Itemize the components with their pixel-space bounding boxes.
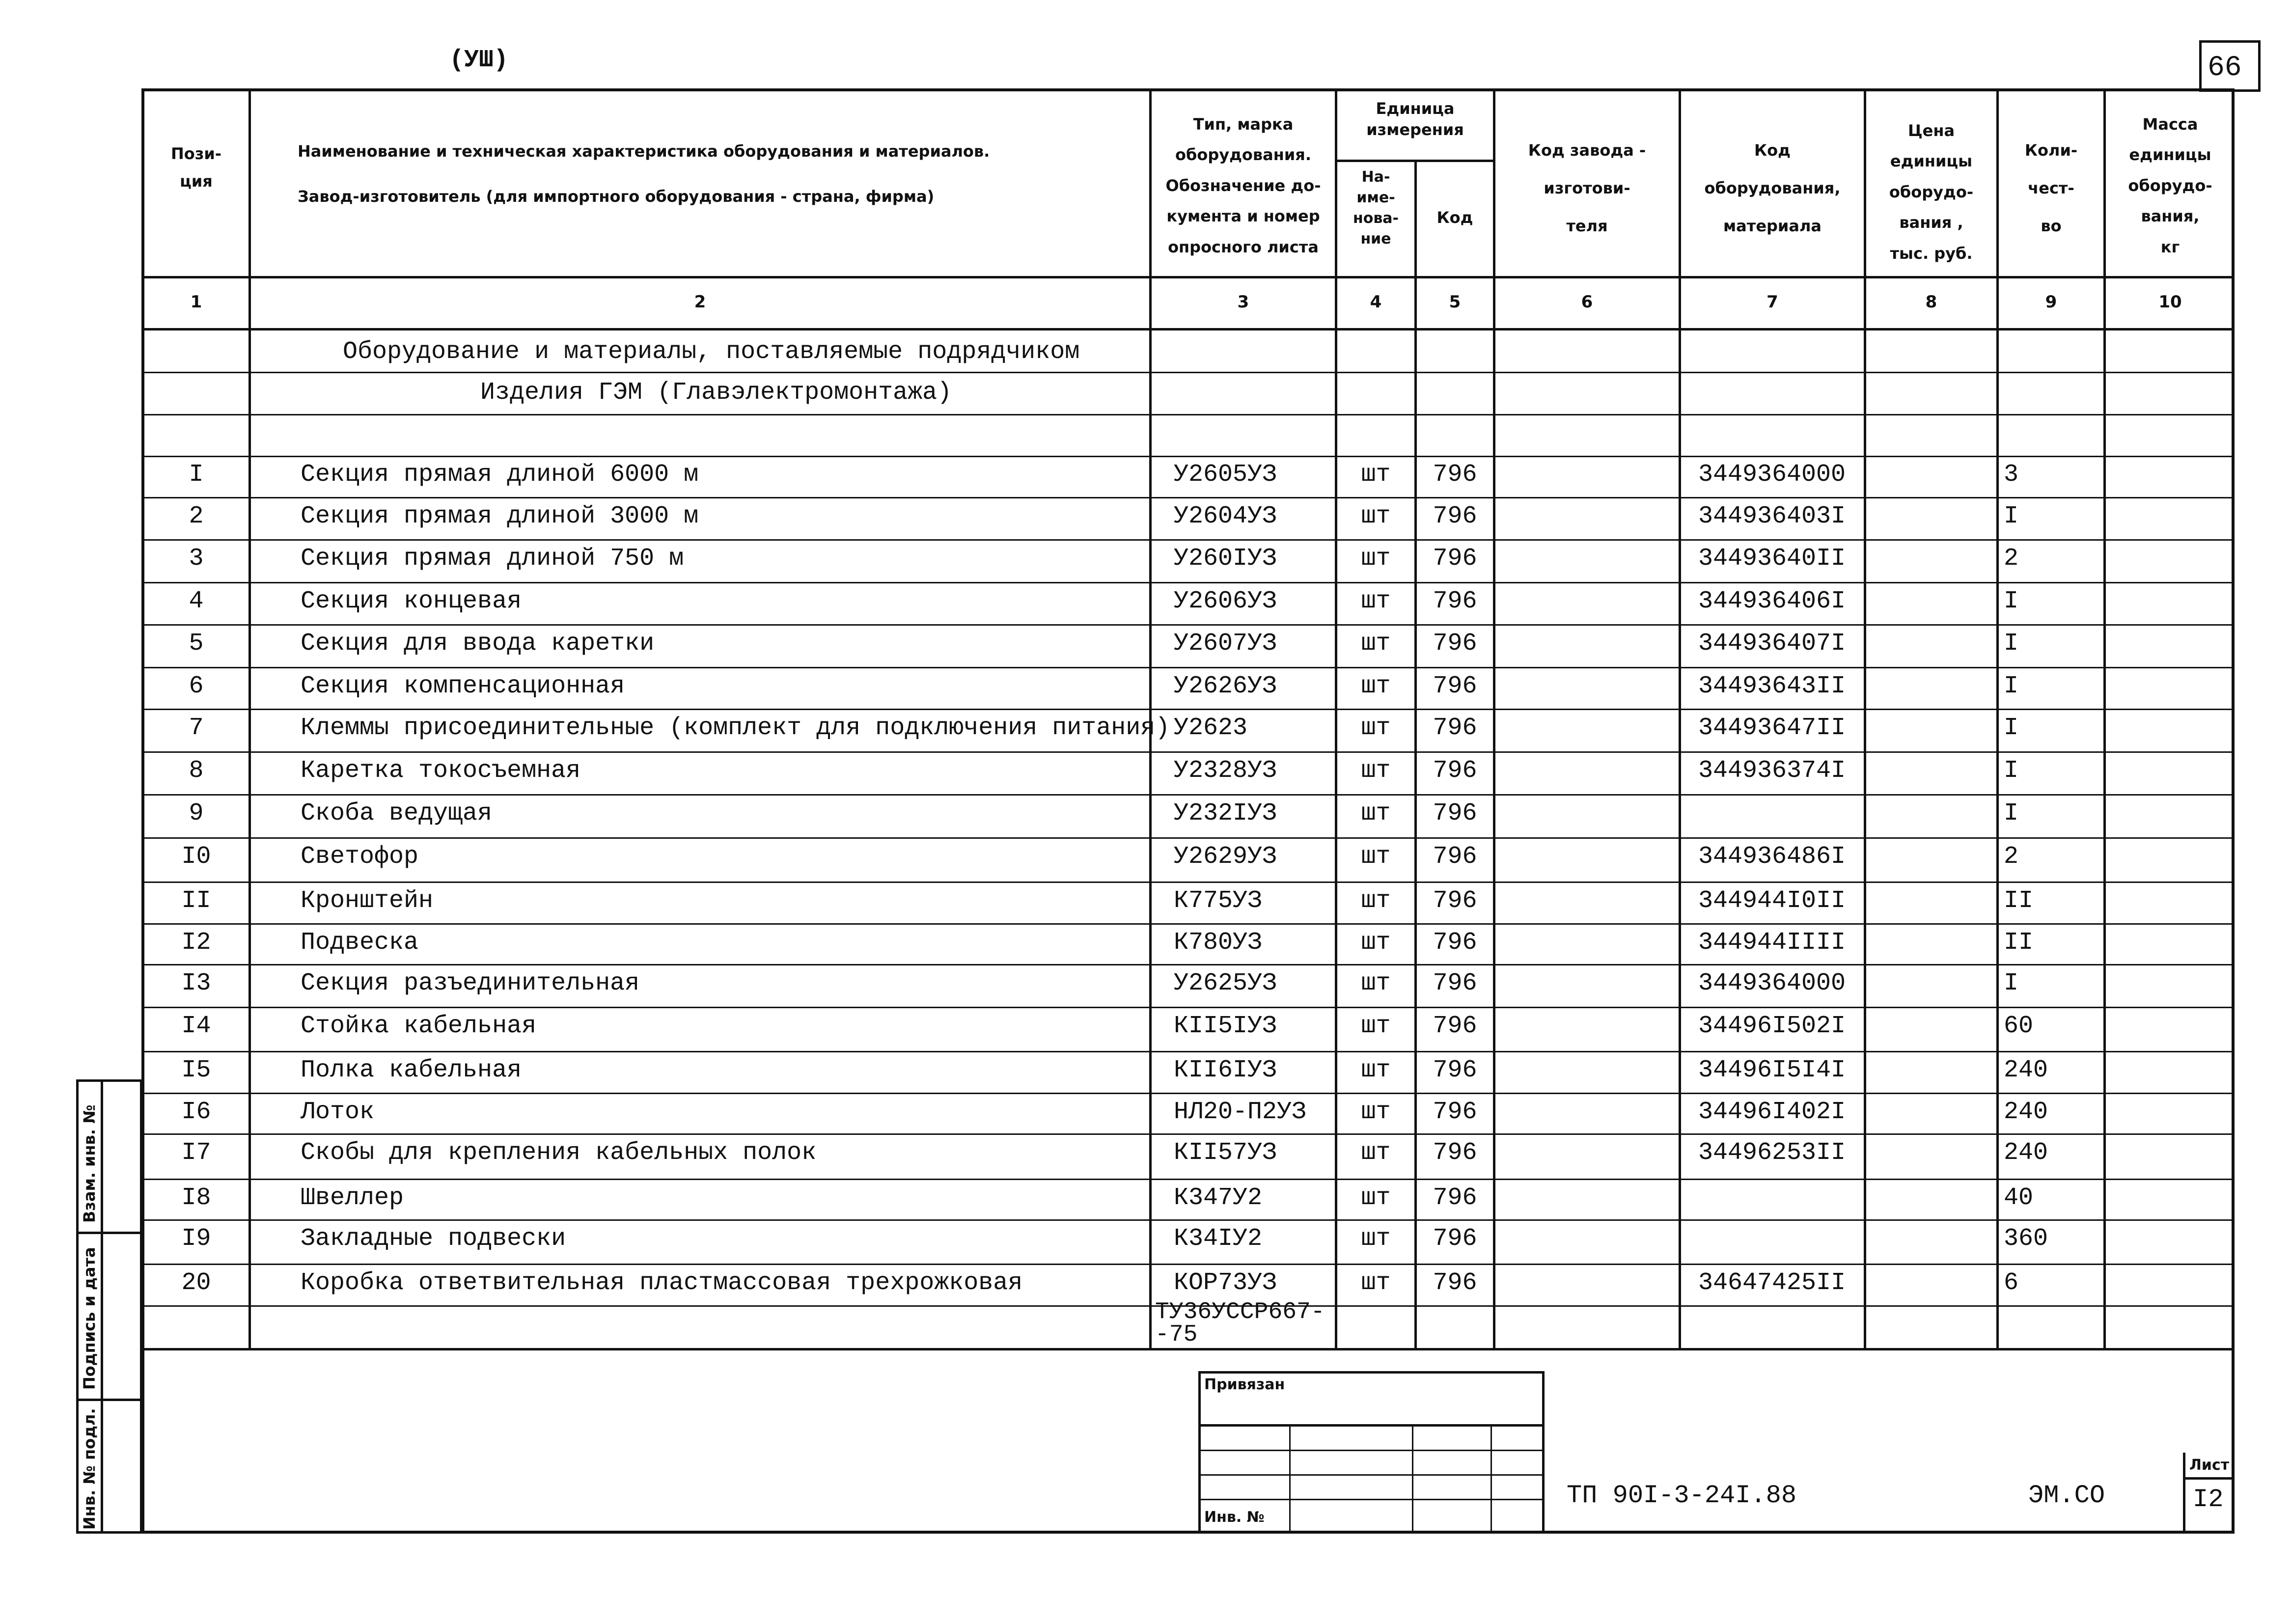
cell-name: Светофор — [301, 843, 419, 871]
cell-material-code: 344936486I — [1698, 843, 1846, 871]
cell-quantity: I — [2004, 969, 2019, 997]
cell-type: КОР73УЗ — [1174, 1269, 1277, 1297]
cell-name: Секция компенсационная — [301, 672, 625, 700]
cell-material-code: 34496I402I — [1698, 1098, 1846, 1126]
cell-position: 20 — [181, 1269, 211, 1297]
cell-quantity: I — [2004, 672, 2019, 700]
cell-type: У2623 — [1174, 714, 1248, 742]
cell-unit-code: 796 — [1433, 1056, 1477, 1084]
cell-name: Скобы для крепления кабельных полок — [301, 1139, 817, 1167]
cell-unit: шт — [1361, 969, 1391, 997]
cell-material-code: 344944IIII — [1698, 929, 1846, 957]
cell-unit: шт — [1361, 799, 1391, 827]
cell-material-code: 3449364000 — [1698, 969, 1846, 997]
cell-name: Секция разъединительная — [301, 969, 640, 997]
cell-type: У2606УЗ — [1174, 587, 1277, 615]
cell-type: У260IУЗ — [1174, 545, 1277, 573]
cell-unit-code: 796 — [1433, 714, 1477, 742]
cell-unit-code: 796 — [1433, 545, 1477, 573]
cell-unit: шт — [1361, 1056, 1391, 1084]
col-number: 7 — [1767, 292, 1778, 312]
header-material-code: Код оборудования, материала — [1704, 141, 1841, 235]
cell-unit: шт — [1361, 843, 1391, 871]
header-unit-group: Единица измерения — [1366, 99, 1464, 139]
cell-position: I — [189, 461, 204, 489]
cell-position: I0 — [181, 843, 211, 871]
cell-material-code: 34496I502I — [1698, 1012, 1846, 1040]
cell-unit-code: 796 — [1433, 587, 1477, 615]
cell-name: Закладные подвески — [301, 1225, 566, 1253]
cell-material-code: 3449364000 — [1698, 461, 1846, 489]
cell-unit-code: 796 — [1433, 1012, 1477, 1040]
cell-position: I5 — [181, 1056, 211, 1084]
cell-name: Скоба ведущая — [301, 799, 493, 827]
cell-material-code: 344936407I — [1698, 630, 1846, 658]
cell-position: I2 — [181, 929, 211, 957]
cell-material-code: 34493643II — [1698, 672, 1846, 700]
cell-unit: шт — [1361, 672, 1391, 700]
side-label-podpis: Подпись и дата — [80, 1247, 99, 1390]
cell-unit: шт — [1361, 545, 1391, 573]
cell-position: 8 — [189, 757, 204, 785]
cell-position: 7 — [189, 714, 204, 742]
cell-quantity: 240 — [2004, 1139, 2048, 1167]
cell-name: Полка кабельная — [301, 1056, 522, 1084]
cell-quantity: II — [2004, 887, 2034, 915]
cell-unit-code: 796 — [1433, 757, 1477, 785]
cell-quantity: I — [2004, 587, 2019, 615]
section-subtitle: Изделия ГЭМ (Главэлектромонтажа) — [480, 379, 952, 407]
cell-type: У2328УЗ — [1174, 757, 1277, 785]
cell-position: I4 — [181, 1012, 211, 1040]
cell-quantity: 2 — [2004, 545, 2019, 573]
page-number: 66 — [2208, 52, 2242, 84]
list-label: Лист — [2189, 1457, 2230, 1474]
col-number: 2 — [694, 292, 706, 312]
cell-unit: шт — [1361, 929, 1391, 957]
header-factory-code: Код завода - изготови- теля — [1528, 141, 1646, 235]
cell-unit-code: 796 — [1433, 1184, 1477, 1212]
cell-unit-code: 796 — [1433, 461, 1477, 489]
cell-position: 5 — [189, 630, 204, 658]
row20-document: ТУ36УССР667- -75 — [1155, 1299, 1325, 1348]
cell-quantity: 3 — [2004, 461, 2019, 489]
col-number: 4 — [1370, 292, 1382, 312]
cell-type: У2604УЗ — [1174, 502, 1277, 530]
header-type: Тип, марка оборудования. Обозначение до- кумента и номер опросного листа — [1165, 115, 1321, 256]
col-number: 1 — [190, 292, 202, 312]
cell-position: I9 — [181, 1225, 211, 1253]
col-number: 9 — [2045, 292, 2057, 312]
col-number: 3 — [1237, 292, 1249, 312]
cell-unit-code: 796 — [1433, 799, 1477, 827]
cell-type: У232IУЗ — [1174, 799, 1277, 827]
cell-unit: шт — [1361, 714, 1391, 742]
cell-unit: шт — [1361, 887, 1391, 915]
header-unit-code: Код — [1436, 208, 1473, 227]
cell-position: 6 — [189, 672, 204, 700]
cell-quantity: I — [2004, 757, 2019, 785]
cell-quantity: 60 — [2004, 1012, 2034, 1040]
cell-unit-code: 796 — [1433, 1269, 1477, 1297]
section-title: Оборудование и материалы, поставляемые подрядчиком — [343, 338, 1080, 366]
cell-material-code: 34647425II — [1698, 1269, 1846, 1297]
cell-unit-code: 796 — [1433, 1139, 1477, 1167]
cell-position: I3 — [181, 969, 211, 997]
cell-name: Секция для ввода каретки — [301, 630, 655, 658]
cell-unit-code: 796 — [1433, 929, 1477, 957]
cell-quantity: 40 — [2004, 1184, 2034, 1212]
cell-unit-code: 796 — [1433, 1098, 1477, 1126]
cell-name: Секция прямая длиной 6000 м — [301, 461, 699, 489]
cell-type: У2625УЗ — [1174, 969, 1277, 997]
cell-material-code: 34493640II — [1698, 545, 1846, 573]
corner-mark: (УШ) — [449, 46, 509, 74]
header-mass: Масса единицы оборудо- вания, кг — [2128, 115, 2212, 256]
cell-material-code: 344936374I — [1698, 757, 1846, 785]
cell-unit-code: 796 — [1433, 630, 1477, 658]
cell-type: КII6IУЗ — [1174, 1056, 1277, 1084]
cell-position: I7 — [181, 1139, 211, 1167]
cell-name: Клеммы присоединительные (комплект для подключения питания) — [301, 714, 1170, 742]
cell-type: К775УЗ — [1174, 887, 1263, 915]
cell-unit-code: 796 — [1433, 672, 1477, 700]
cell-type: КII5IУЗ — [1174, 1012, 1277, 1040]
side-label-inv-podl: Инв. № подл. — [80, 1408, 99, 1530]
cell-position: 9 — [189, 799, 204, 827]
cell-position: I6 — [181, 1098, 211, 1126]
cell-type: КII57УЗ — [1174, 1139, 1277, 1167]
cell-name: Швеллер — [301, 1184, 404, 1212]
cell-position: 4 — [189, 587, 204, 615]
cell-quantity: II — [2004, 929, 2034, 957]
cell-type: У2629УЗ — [1174, 843, 1277, 871]
cell-unit: шт — [1361, 1012, 1391, 1040]
cell-material-code: 34493647II — [1698, 714, 1846, 742]
cell-unit: шт — [1361, 630, 1391, 658]
cell-material-code: 344944I0II — [1698, 887, 1846, 915]
cell-name: Стойка кабельная — [301, 1012, 537, 1040]
cell-name: Секция прямая длиной 750 м — [301, 545, 684, 573]
cell-name: Подвеска — [301, 929, 419, 957]
header-position: Пози- ция — [170, 144, 222, 191]
cell-quantity: 2 — [2004, 843, 2019, 871]
cell-unit-code: 796 — [1433, 969, 1477, 997]
document-designation: ТП 90I-3-24I.88 — [1567, 1481, 1797, 1510]
cell-type: К34IУ2 — [1174, 1225, 1263, 1253]
cell-unit: шт — [1361, 502, 1391, 530]
cell-unit-code: 796 — [1433, 502, 1477, 530]
cell-unit-code: 796 — [1433, 887, 1477, 915]
col-number: 5 — [1449, 292, 1461, 312]
cell-position: II — [181, 887, 211, 915]
cell-unit: шт — [1361, 1139, 1391, 1167]
cell-name: Каретка токосъемная — [301, 757, 581, 785]
cell-type: У2607УЗ — [1174, 630, 1277, 658]
cell-unit: шт — [1361, 1269, 1391, 1297]
cell-quantity: 6 — [2004, 1269, 2019, 1297]
cell-quantity: 240 — [2004, 1056, 2048, 1084]
cell-quantity: 240 — [2004, 1098, 2048, 1126]
cell-unit: шт — [1361, 1225, 1391, 1253]
cell-position: I8 — [181, 1184, 211, 1212]
document-code: ЭМ.СО — [2028, 1481, 2105, 1510]
cell-material-code: 34496253II — [1698, 1139, 1846, 1167]
cell-type: У2626УЗ — [1174, 672, 1277, 700]
cell-type: У2605УЗ — [1174, 461, 1277, 489]
cell-material-code: 344936403I — [1698, 502, 1846, 530]
cell-name: Секция прямая длиной 3000 м — [301, 502, 699, 530]
header-quantity: Коли- чест- во — [2024, 141, 2078, 235]
col-number: 10 — [2158, 292, 2182, 312]
cell-name: Лоток — [301, 1098, 375, 1126]
header-price: Цена единицы оборудо- вания , тыс. руб. — [1889, 121, 1974, 263]
cell-quantity: I — [2004, 799, 2019, 827]
cell-quantity: I — [2004, 630, 2019, 658]
header-name-line2: Завод-изготовитель (для импортного оборудования - страна, фирма) — [298, 187, 935, 206]
cell-name: Секция концевая — [301, 587, 522, 615]
inv-no-label: Инв. № — [1204, 1509, 1265, 1526]
cell-type: К347У2 — [1174, 1184, 1263, 1212]
cell-quantity: I — [2004, 714, 2019, 742]
cell-unit: шт — [1361, 757, 1391, 785]
cell-unit-code: 796 — [1433, 1225, 1477, 1253]
privyazan-label: Привязан — [1204, 1376, 1285, 1393]
cell-material-code: 344936406I — [1698, 587, 1846, 615]
cell-name: Кронштейн — [301, 887, 434, 915]
side-label-vzam: Взам. инв. № — [80, 1104, 99, 1223]
cell-type: НЛ20-П2УЗ — [1174, 1098, 1307, 1126]
cell-material-code: 34496I5I4I — [1698, 1056, 1846, 1084]
header-unit-name: На- име- нова- ние — [1353, 168, 1399, 248]
cell-position: 3 — [189, 545, 204, 573]
col-number: 6 — [1581, 292, 1593, 312]
header-name-line1: Наименование и техническая характеристика оборудования и материалов. — [298, 142, 990, 161]
cell-unit: шт — [1361, 587, 1391, 615]
cell-position: 2 — [189, 502, 204, 530]
cell-unit: шт — [1361, 1098, 1391, 1126]
cell-unit-code: 796 — [1433, 843, 1477, 871]
cell-quantity: 360 — [2004, 1225, 2048, 1253]
cell-unit: шт — [1361, 1184, 1391, 1212]
cell-type: К780УЗ — [1174, 929, 1263, 957]
list-number: I2 — [2193, 1485, 2224, 1514]
cell-name: Коробка ответвительная пластмассовая трехрожковая — [301, 1269, 1023, 1297]
cell-quantity: I — [2004, 502, 2019, 530]
col-number: 8 — [1925, 292, 1937, 312]
cell-unit: шт — [1361, 461, 1391, 489]
